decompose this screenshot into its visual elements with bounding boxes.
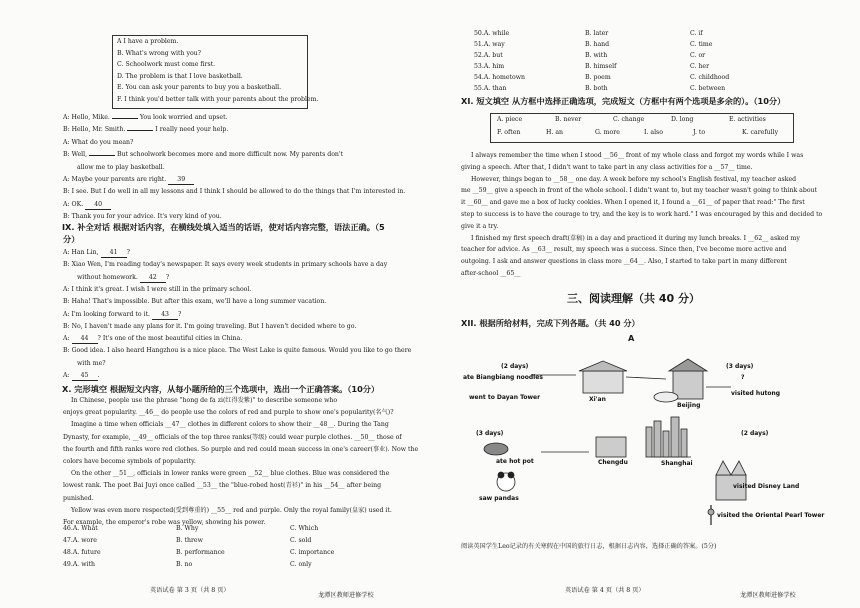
dialog-text: with me? xyxy=(77,359,106,367)
shanghai-label: Shanghai xyxy=(661,460,693,467)
dialog-text: B: Haha! That's impossible. But after this exam, we'll have a long summer vacation. xyxy=(63,298,327,306)
word-option: G. more xyxy=(595,129,620,136)
dialog-text: A: Maybe your parents are right. xyxy=(63,176,169,183)
choice: B. threw xyxy=(176,537,203,544)
dialog-text: A: What do you mean? xyxy=(63,138,134,146)
choice: B. performance xyxy=(176,549,225,556)
dialog-text: B: Hello, Mr. Smith. xyxy=(63,126,128,134)
dialog-line xyxy=(63,176,194,185)
answer-blank: 45 xyxy=(72,372,98,381)
chengdu-activity-2: saw pandas xyxy=(479,495,519,502)
option-line: F. I think you'd better talk with your parents about the problem. xyxy=(117,95,319,103)
answer-blank xyxy=(127,130,153,131)
dialog-line xyxy=(63,298,326,306)
section-3-title: 三、阅读理解（共 40 分） xyxy=(567,292,700,305)
choice: B. later xyxy=(585,30,609,37)
dialog-text: A: xyxy=(63,372,72,379)
word-option: C. change xyxy=(613,116,645,123)
dialog-text: I really need your help. xyxy=(153,126,229,134)
cloze-line: Dynasty, for example, __49__ officials of the top three ranks(等级) could wear purple clothes. __50__ those of xyxy=(63,433,402,441)
fill-line: However, things began to __58__ one day. A week before my school's English festival, my teacher asked xyxy=(471,175,797,183)
reading-instructions: 阅读英国学生Leo记录的有关寒假在中国的旅行日志，根据日志内容，选择正确的答案。(5分) xyxy=(461,543,717,550)
travel-map xyxy=(461,357,825,527)
shanghai-activity-1: visited Disney Land xyxy=(733,483,800,490)
section-12-title: XII. 根据所给材料，完成下列各题。（共 40 分） xyxy=(461,318,640,328)
word-option: E. activities xyxy=(729,116,766,123)
choice: 54.A. hometown xyxy=(474,74,525,81)
dialog-text: A: I think it's great. I wish I were still in the primary school. xyxy=(63,285,252,293)
choice: C. childhood xyxy=(690,74,730,81)
choice: C. time xyxy=(690,41,713,48)
dialog-line xyxy=(77,274,169,283)
fill-line: giving a speech. After that, I didn't want to take part in any class activities for a __57__ time. xyxy=(461,163,753,171)
fill-line: step to success is to have the courage to try, and the key is to work hard." I was encouraged by this and decided to xyxy=(461,211,823,218)
answer-blank: 43 xyxy=(152,311,178,320)
choice: B. himself xyxy=(585,63,617,70)
fill-line: I always remember the time when I stood __56__ front of my whole class and forgot my words while I was xyxy=(471,152,804,159)
hotpot-icon xyxy=(484,443,508,455)
choice: B. Why xyxy=(176,525,199,532)
dialog-text: B: Good idea. I also heard Hangzhou is a nice place. The West Lake is quite famous. Would you like to go there xyxy=(63,347,412,355)
xian-label: Xi'an xyxy=(589,396,606,403)
dialog-line xyxy=(63,139,133,147)
dialog-text: ? xyxy=(165,273,170,281)
dialog-text: ? It's one of the most beautiful cities in China. xyxy=(97,335,243,343)
choice: 52.A. but xyxy=(474,52,503,59)
shanghai-activity-2: visited the Oriental Pearl Tower xyxy=(717,512,825,519)
dialog-text: A: Han Lin, xyxy=(63,249,101,256)
cloze-line: enjoys great popularity. __46__ do people use the colors of red and purple to show one's popularity(名气)? xyxy=(63,409,394,417)
dialog-text: ? xyxy=(126,249,130,256)
answer-blank xyxy=(112,118,138,119)
option-line: C. Schoolwork must come first. xyxy=(117,61,216,68)
dialog-text: You look worried and upset. xyxy=(137,114,228,121)
word-option: F. often xyxy=(497,129,521,136)
cloze-line: On the other __51__, officials in lower ranks were green __52__ blue clothes. Blue was considered the xyxy=(71,470,390,478)
xian-activity-2: went to Dayan Tower xyxy=(469,394,541,401)
fill-line: me __59__ give a speech in front of the whole school. I didn't want to, but my teacher wasn't going to think about xyxy=(461,187,818,195)
section-11-title: XI. 短文填空 从方框中选择正确选项，完成短文（方框中有两个选项是多余的）。（10分） xyxy=(461,96,786,106)
beijing-label: Beijing xyxy=(677,402,701,409)
fill-line: outgoing. I ask and answer questions in class more __64__. Also, I started to take part in many different xyxy=(461,258,787,266)
choice: C. Which xyxy=(290,525,319,532)
dialog-line xyxy=(63,286,251,294)
dialog-text: allow me to play basketball. xyxy=(77,163,165,171)
dialog-line xyxy=(63,126,228,134)
dialog-line xyxy=(63,201,111,210)
dialog-line xyxy=(77,164,165,172)
cloze-line: For example, the emperor's robe was yellow, showing his power. xyxy=(63,519,266,526)
beijing-activity: visited hutong xyxy=(731,390,781,397)
chengdu-label: Chengdu xyxy=(598,459,628,466)
dialog-line xyxy=(63,249,130,258)
choice: C. only xyxy=(290,561,312,568)
dialog-text: But schoolwork becomes more and more difficult now. My parents don't xyxy=(115,151,344,159)
beijing-question: ? xyxy=(741,374,745,381)
dialog-line xyxy=(77,360,106,368)
cloze-line: the fourth and fifth ranks wore red clothes. So purple and red could mean success in one's career(事业). Now the xyxy=(63,445,419,453)
dialog-text: B: I see. But I do well in all my lessons and I think I should be allowed to do the things that I'm interested in. xyxy=(63,188,406,196)
travel-map-drawing xyxy=(461,357,825,527)
choice: C. importance xyxy=(290,549,335,556)
choice: C. between xyxy=(690,85,726,92)
choice: C. if xyxy=(690,30,703,37)
beijing-temple-icon xyxy=(673,371,703,399)
option-line: D. The problem is that I love basketball. xyxy=(117,72,243,80)
fill-line: I finished my first speech draft(草稿) in a day and practiced it during my lunch breaks. I __62__ asked my xyxy=(471,234,800,242)
footer-page-3: 英语试卷 第 3 页（共 8 页） xyxy=(150,587,230,594)
castle-icon xyxy=(716,461,746,500)
dialog-line xyxy=(63,311,181,320)
xian-activity-1: ate Biangbiang noodles xyxy=(463,374,543,381)
fill-line: after-school __65__ xyxy=(461,270,521,277)
word-option: A. piece xyxy=(497,116,523,123)
dialog-text: B: Well, xyxy=(63,151,90,159)
fill-line: it __60__ and gave me a box of lucky cookies. When I opened it, I found a __61__ of paper that read:" The first xyxy=(461,199,805,207)
dialog-text: without homework. xyxy=(77,273,140,281)
dialog-text: . xyxy=(97,372,100,379)
dialog-line xyxy=(63,323,356,331)
choice: C. or xyxy=(690,52,706,59)
beijing-days: (3 days) xyxy=(726,363,754,370)
dialog-line xyxy=(63,335,242,344)
word-option: H. an xyxy=(546,129,564,136)
dialog-text: B: No, I haven't made any plans for it. I'm going traveling. But I haven't decided where to go. xyxy=(63,322,357,330)
word-option: I. also xyxy=(644,129,663,136)
choice: B. with xyxy=(585,52,608,59)
dialog-text: A: OK. xyxy=(63,200,86,208)
choice: 51.A. way xyxy=(474,41,505,48)
answer-blank: 44 xyxy=(72,335,98,344)
choice: 48.A. future xyxy=(63,549,101,556)
fill-line: teacher for advice. As __63__ result, my speech was a success. Since then, I've become more active and xyxy=(461,246,787,254)
dialog-line xyxy=(63,188,405,196)
fill-line: give it a try. xyxy=(461,222,499,230)
choice: 53.A. him xyxy=(474,63,505,70)
choice: B. both xyxy=(585,85,608,92)
shanghai-skyline-icon xyxy=(646,417,687,457)
word-option: D. long xyxy=(671,116,694,123)
footer-page-4: 英语试卷 第 4 页（共 8 页） xyxy=(565,587,645,594)
cloze-line: colors have become symbols of popularity. xyxy=(63,458,196,465)
choice: 49.A. with xyxy=(63,561,95,568)
option-line: E. You can ask your parents to buy you a basketball. xyxy=(117,84,282,91)
option-line: A I have a problem. xyxy=(117,38,179,45)
dialog-text: B: Xiao Wen, I'm reading today's newspaper. It says every week students in primary schools have a day xyxy=(63,261,388,269)
word-option: J. to xyxy=(693,129,706,136)
route-arrow xyxy=(626,377,666,379)
dialog-line xyxy=(63,151,343,159)
option-line: B. What's wrong with you? xyxy=(117,49,201,57)
choice: C. her xyxy=(690,63,710,70)
section-9-title-cont: 分） xyxy=(63,234,80,244)
dialog-line xyxy=(63,213,222,221)
footer-school-left: 龙潭区教师进修学校 xyxy=(318,592,374,599)
cloze-line: In Chinese, people use the phrase "hong de fa zi(红得发紫)" to describe someone who xyxy=(71,397,338,404)
cloze-line: lowest rank. The poet Bai Juyi once called __53__ the "blue-robed host(青衫)" in his __54__ after being xyxy=(63,482,382,490)
answer-blank: 40 xyxy=(85,201,111,210)
choice: 47.A. wore xyxy=(63,537,97,544)
chengdu-days: (3 days) xyxy=(476,430,504,437)
xian-days: (2 days) xyxy=(501,363,529,370)
dialog-line xyxy=(63,114,228,122)
choice: 46.A. What xyxy=(63,525,98,532)
section-10-title: X. 完形填空 根据短文内容，从每小题所给的三个选项中，选出一个正确答案。（10分） xyxy=(62,384,380,394)
footer-school-right: 龙潭区教师进修学校 xyxy=(740,592,796,599)
answer-blank xyxy=(89,155,115,156)
cloze-line: Imagine a time when officials __47__ clothes in different colors to show their __48__. During the Tang xyxy=(71,421,389,429)
cloze-line: Yellow was even more respected(受到尊重的) __55__ red and purple. Only the royal family(皇家) used it. xyxy=(71,506,392,514)
dialog-text: A: xyxy=(63,335,72,343)
chengdu-building-icon xyxy=(596,437,626,457)
shanghai-days: (2 days) xyxy=(741,430,769,437)
choice: 50.A. while xyxy=(474,30,510,37)
choice: B. no xyxy=(176,561,193,568)
dialog-text: A: I'm looking forward to it. xyxy=(63,310,152,318)
answer-blank: 41 xyxy=(101,249,127,258)
dialog-line xyxy=(63,347,411,355)
answer-blank: 39 xyxy=(168,176,194,185)
dialog-line xyxy=(63,261,387,269)
answer-blank: 42 xyxy=(140,274,166,283)
dialog-text: ? xyxy=(178,310,182,318)
reading-label: A xyxy=(628,333,635,343)
cloze-line: punished. xyxy=(63,494,94,502)
choice: 55.A. than xyxy=(474,85,507,92)
choice: C. sold xyxy=(290,537,312,544)
word-option: B. never xyxy=(555,116,582,123)
xian-gate-icon xyxy=(583,371,623,393)
dialog-text: B: Thank you for your advice. It's very kind of you. xyxy=(63,213,222,221)
chengdu-activity-1: ate hot pot xyxy=(496,458,534,465)
dialog-text: A: Hello, Mike. xyxy=(63,114,112,121)
choice: B. poem xyxy=(585,74,611,81)
choice: B. hand xyxy=(585,41,610,48)
section-9-title: IX. 补全对话 根据对话内容，在横线处填入适当的话语，使对话内容完整，语法正确。（5 xyxy=(62,222,385,232)
word-option: K. carefully xyxy=(742,129,779,136)
dialog-line xyxy=(63,372,100,381)
